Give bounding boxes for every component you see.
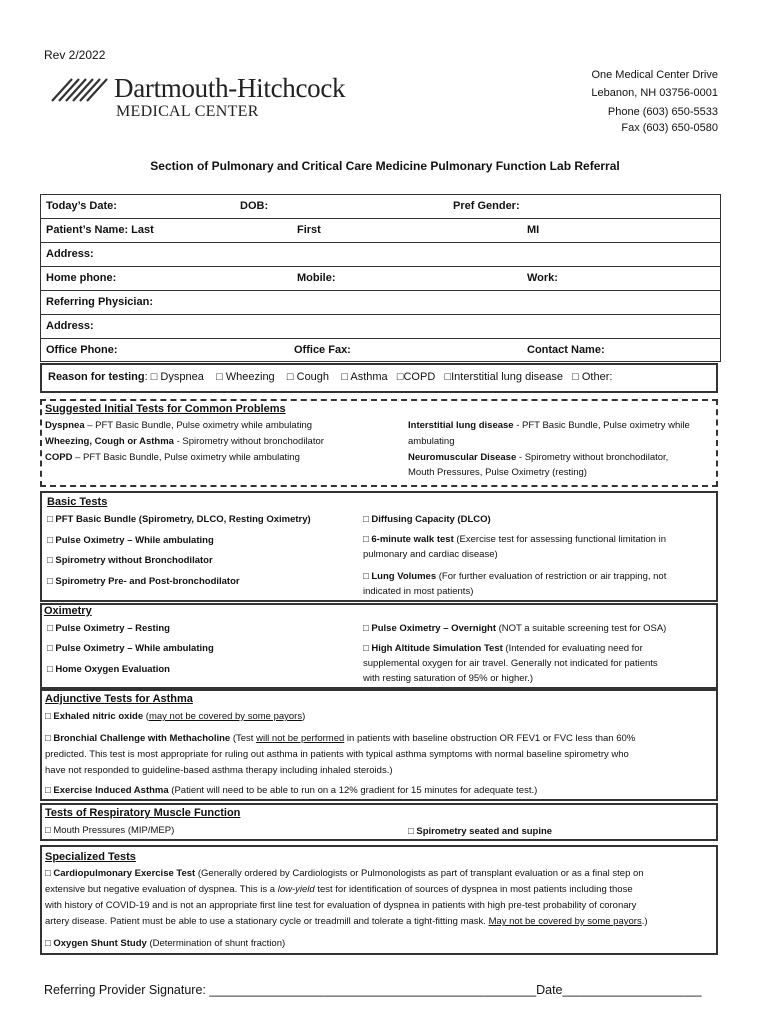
cpet-desc-1: extensive but negative evaluation of dyspnea. This is a low-yield test for identification of sources of dyspnea in most patients including those bbox=[45, 884, 633, 895]
specialized-tests-box bbox=[40, 845, 718, 955]
mouth-pressures-checkbox[interactable]: □ Mouth Pressures (MIP/MEP) bbox=[45, 825, 175, 836]
pft-basic-bundle-checkbox[interactable]: □ PFT Basic Bundle (Spirometry, DLCO, Resting Oximetry) bbox=[47, 514, 311, 525]
physician-address-field[interactable]: Address: bbox=[46, 320, 94, 332]
spirometry-seated-supine-checkbox[interactable]: □ Spirometry seated and supine bbox=[408, 826, 553, 837]
fax-line: Fax (603) 650-0580 bbox=[621, 122, 718, 134]
methacholine-desc-1: predicted. This test is most appropriate for ruling out asthma in patients with typical asthma symptoms with normal baseline spirometry who bbox=[45, 749, 629, 760]
page-title: Section of Pulmonary and Critical Care Medicine Pulmonary Function Lab Referral bbox=[150, 159, 620, 173]
office-phone-field[interactable]: Office Phone: bbox=[46, 344, 118, 356]
oximetry-box bbox=[40, 603, 718, 689]
basic-tests-title: Basic Tests bbox=[47, 496, 108, 508]
pref-gender-field[interactable]: Pref Gender: bbox=[453, 200, 520, 212]
muscle-function-title: Tests of Respiratory Muscle Function bbox=[45, 807, 241, 819]
lung-volumes-desc: indicated in most patients) bbox=[363, 586, 474, 597]
high-altitude-desc-2: with resting saturation of 95% or higher.) bbox=[363, 673, 534, 684]
oxygen-shunt-checkbox[interactable]: □ Oxygen Shunt Study (Determination of shunt fraction) bbox=[45, 938, 286, 949]
home-phone-field[interactable]: Home phone: bbox=[46, 272, 117, 284]
reason-copd-checkbox[interactable]: □COPD bbox=[396, 371, 436, 383]
home-oxygen-checkbox[interactable]: □ Home Oxygen Evaluation bbox=[47, 664, 170, 675]
suggested-neuromuscular: Neuromuscular Disease - Spirometry without bronchodilator, bbox=[408, 452, 669, 463]
suggested-title: Suggested Initial Tests for Common Problems bbox=[45, 403, 286, 415]
table-row bbox=[41, 267, 720, 291]
methacholine-desc-2: have not responded to guideline-based asthma therapy including inhaled steroids.) bbox=[45, 765, 393, 776]
patient-address-field[interactable]: Address: bbox=[46, 248, 94, 260]
reason-ild-checkbox[interactable]: □Interstitial lung disease bbox=[444, 371, 563, 383]
address-line: One Medical Center Drive bbox=[591, 69, 718, 81]
patient-last-name-field[interactable]: Patient’s Name: Last bbox=[46, 224, 154, 236]
referring-physician-field[interactable]: Referring Physician: bbox=[46, 296, 153, 308]
reason-dyspnea-checkbox[interactable]: □ Dyspnea bbox=[150, 371, 204, 383]
contact-name-field[interactable]: Contact Name: bbox=[527, 344, 605, 356]
asthma-tests-box bbox=[40, 689, 718, 801]
logo bbox=[50, 73, 390, 122]
cpet-desc-2: with history of COVID-19 and is not an appropriate first line test for evaluation of dyspnea in patients with high pre-test probability of coronary bbox=[45, 900, 637, 911]
methacholine-checkbox[interactable]: □ Bronchial Challenge with Methacholine (Test will not be performed in patients with baseline obstruction OR FEV1 or FVC less than 60% bbox=[45, 733, 636, 744]
address-line: Lebanon, NH 03756-0001 bbox=[591, 87, 718, 99]
pulse-ox-ambulating-checkbox[interactable]: □ Pulse Oximetry – While ambulating bbox=[47, 643, 214, 654]
patient-info-table bbox=[40, 194, 721, 362]
suggested-copd: COPD – PFT Basic Bundle, Pulse oximetry while ambulating bbox=[45, 452, 300, 463]
reason-colon: : bbox=[144, 371, 151, 383]
table-row bbox=[41, 291, 720, 315]
patient-first-name-field[interactable]: First bbox=[297, 224, 321, 236]
suggested-ild: Interstitial lung disease - PFT Basic Bundle, Pulse oximetry while bbox=[408, 420, 690, 431]
todays-date-field[interactable]: Today’s Date: bbox=[46, 200, 117, 212]
institution-address bbox=[591, 66, 718, 137]
pulse-ox-ambulating-checkbox[interactable]: □ Pulse Oximetry – While ambulating bbox=[47, 535, 214, 546]
logo-subtitle: MEDICAL CENTER bbox=[116, 103, 259, 120]
exercise-induced-asthma-checkbox[interactable]: □ Exercise Induced Asthma (Patient will need to be able to run on a 12% gradient for 15 minutes for adequate test.) bbox=[45, 785, 538, 796]
dlco-checkbox[interactable]: □ Diffusing Capacity (DLCO) bbox=[363, 514, 491, 525]
office-fax-field[interactable]: Office Fax: bbox=[294, 344, 351, 356]
signature-line[interactable]: Referring Provider Signature: _______________________________________________Date____________________ bbox=[44, 983, 702, 997]
pulse-ox-overnight-checkbox[interactable]: □ Pulse Oximetry – Overnight (NOT a suitable screening test for OSA) bbox=[363, 623, 667, 634]
logo-name: Dartmouth-Hitchcock bbox=[114, 73, 346, 103]
six-minute-walk-desc: pulmonary and cardiac disease) bbox=[363, 549, 498, 560]
dob-field[interactable]: DOB: bbox=[240, 200, 269, 212]
pulse-ox-resting-checkbox[interactable]: □ Pulse Oximetry – Resting bbox=[47, 623, 170, 634]
suggested-tests-box bbox=[40, 399, 718, 487]
high-altitude-checkbox[interactable]: □ High Altitude Simulation Test (Intended for evaluating need for bbox=[363, 643, 643, 654]
six-minute-walk-checkbox[interactable]: □ 6-minute walk test (Exercise test for assessing functional limitation in bbox=[363, 534, 666, 545]
suggested-ild-cont: ambulating bbox=[408, 436, 455, 447]
specialized-title: Specialized Tests bbox=[45, 851, 136, 863]
muscle-function-box bbox=[40, 803, 718, 841]
exhaled-nitric-oxide-checkbox[interactable]: □ Exhaled nitric oxide (may not be covered by some payors) bbox=[45, 711, 306, 722]
reason-row bbox=[48, 371, 612, 383]
suggested-neuromuscular-cont: Mouth Pressures, Pulse Oximetry (resting) bbox=[408, 467, 587, 478]
reason-wheezing-checkbox[interactable]: □ Wheezing bbox=[216, 371, 275, 383]
table-row bbox=[41, 219, 720, 243]
reason-cough-checkbox[interactable]: □ Cough bbox=[286, 371, 330, 383]
asthma-title: Adjunctive Tests for Asthma bbox=[45, 693, 193, 705]
revision-label: Rev 2/2022 bbox=[44, 48, 106, 62]
cpet-desc-3: artery disease. Patient must be able to use a stationary cycle or treadmill and tolerate a tight-fitting mask. May not be covered by some payors.) bbox=[45, 916, 648, 927]
basic-tests-box bbox=[40, 491, 718, 602]
phone-line: Phone (603) 650-5533 bbox=[607, 106, 718, 118]
spirometry-pre-post-checkbox[interactable]: □ Spirometry Pre- and Post-bronchodilator bbox=[47, 576, 240, 587]
suggested-dyspnea: Dyspnea – PFT Basic Bundle, Pulse oximetry while ambulating bbox=[45, 420, 313, 431]
reason-label: Reason for testing bbox=[48, 371, 145, 383]
table-row bbox=[41, 195, 720, 219]
spirometry-without-bd-checkbox[interactable]: □ Spirometry without Bronchodilator bbox=[47, 555, 213, 566]
mobile-field[interactable]: Mobile: bbox=[297, 272, 336, 284]
cpet-checkbox[interactable]: □ Cardiopulmonary Exercise Test (Generally ordered by Cardiologists or Pulmonologists as part of transplant evaluation or as a final step on bbox=[45, 868, 644, 879]
reason-asthma-checkbox[interactable]: □ Asthma bbox=[341, 371, 388, 383]
table-row bbox=[41, 339, 720, 361]
reason-other-checkbox[interactable]: □ Other: bbox=[572, 371, 613, 383]
lung-volumes-checkbox[interactable]: □ Lung Volumes (For further evaluation of restriction or air trapping, not bbox=[363, 571, 667, 582]
table-row bbox=[41, 315, 720, 339]
patient-mi-field[interactable]: MI bbox=[527, 224, 540, 236]
suggested-wheezing: Wheezing, Cough or Asthma - Spirometry without bronchodilator bbox=[45, 436, 324, 447]
table-row bbox=[41, 243, 720, 267]
reason-for-testing-box bbox=[40, 363, 718, 393]
oximetry-title: Oximetry bbox=[44, 605, 92, 617]
logo-stripes-icon bbox=[50, 77, 112, 103]
high-altitude-desc-1: supplemental oxygen for air travel. Generally not indicated for patients bbox=[363, 658, 658, 669]
work-phone-field[interactable]: Work: bbox=[527, 272, 558, 284]
